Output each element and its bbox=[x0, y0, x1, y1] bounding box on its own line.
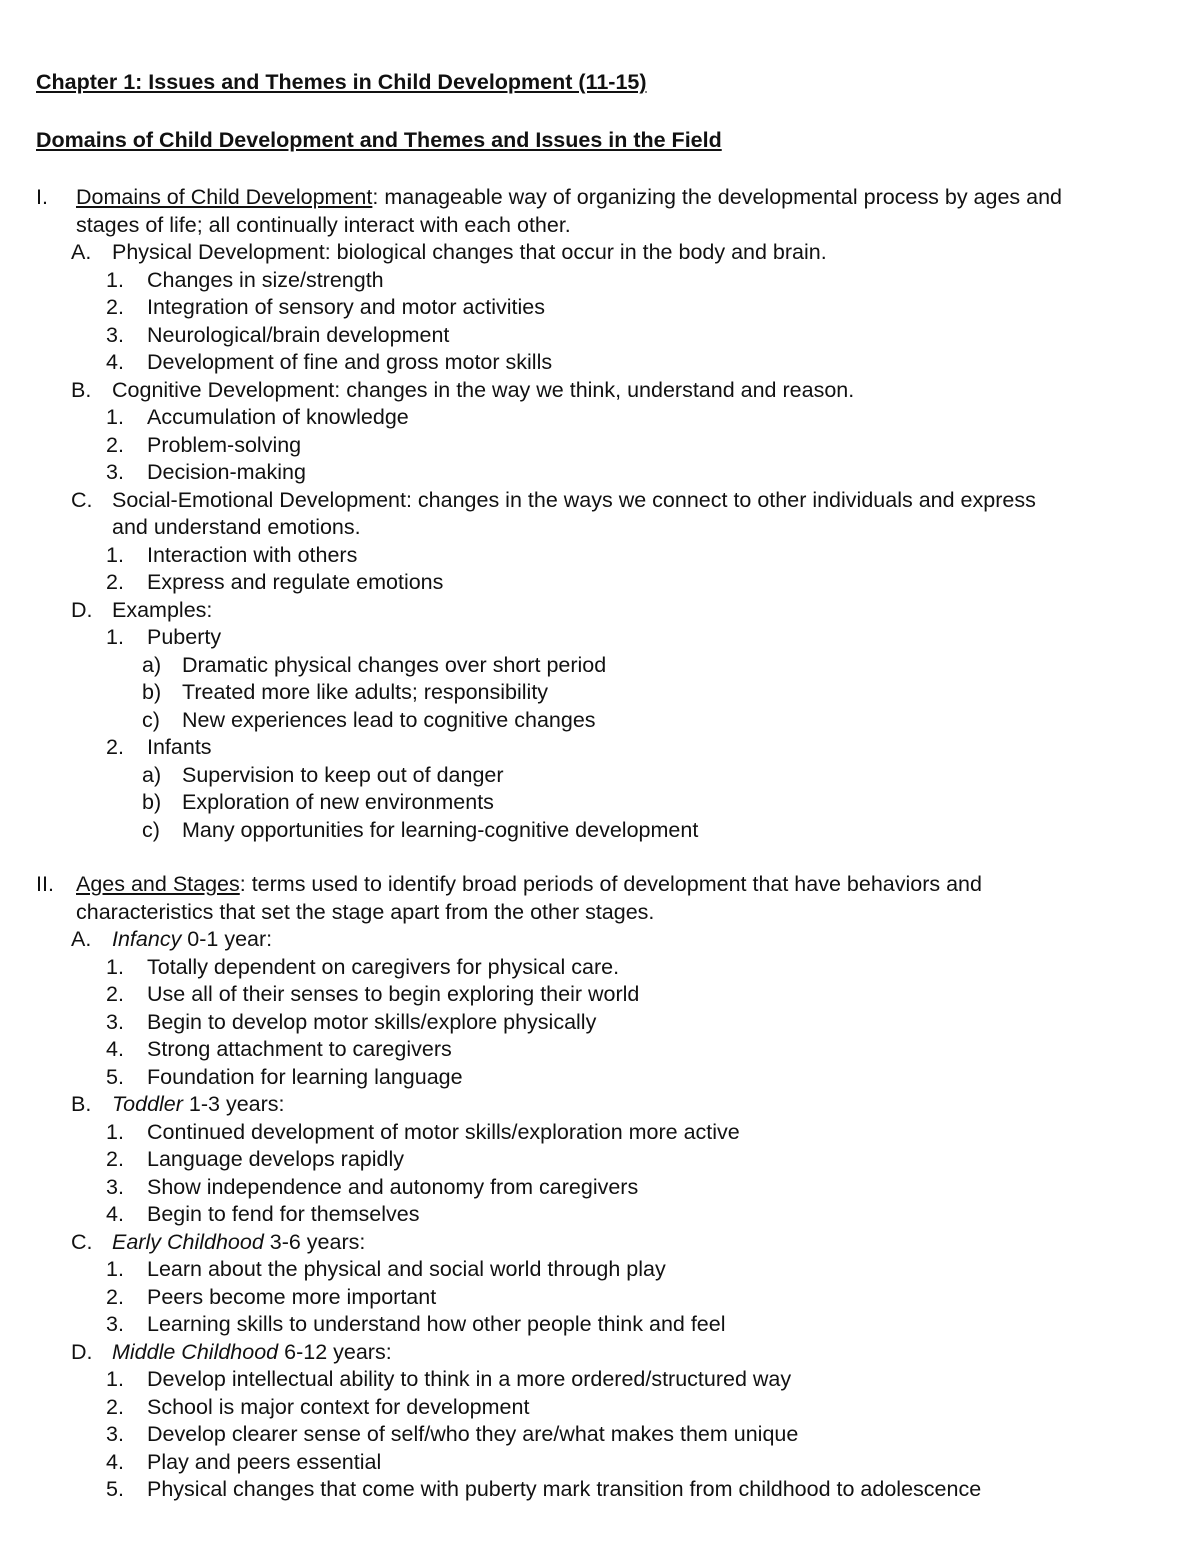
term: Ages and Stages bbox=[76, 872, 240, 896]
list-item-continuation: characteristics that set the stage apart from the other stages. bbox=[76, 899, 655, 924]
list-item: 1. Learn about the physical and social world through play bbox=[106, 1257, 666, 1281]
list-item: 3. Learning skills to understand how other people think and feel bbox=[106, 1312, 726, 1336]
list-item: 2. Express and regulate emotions bbox=[106, 570, 444, 594]
list-item bbox=[0, 871, 1200, 899]
list-item: A. Infancy 0-1 year: bbox=[71, 927, 273, 951]
definition: : manageable way of organizing the developmental process by ages and bbox=[372, 185, 1063, 209]
list-item: a) Dramatic physical changes over short period bbox=[142, 652, 607, 677]
list-item: 2. Infants bbox=[106, 735, 212, 759]
list-item: 4. Development of fine and gross motor skills bbox=[106, 350, 553, 374]
stage-name: Early Childhood bbox=[112, 1229, 264, 1254]
list-item: 2. Use all of their senses to begin exploring their world bbox=[106, 982, 640, 1006]
list-item: c) New experiences lead to cognitive changes bbox=[142, 707, 596, 732]
list-item: 1. Develop intellectual ability to think in a more ordered/structured way bbox=[106, 1367, 792, 1391]
list-item: 3. Begin to develop motor skills/explore physically bbox=[106, 1009, 597, 1034]
list-item: 1. Puberty bbox=[106, 625, 222, 649]
list-item-continuation: stages of life; all continually interact with each other. bbox=[76, 212, 571, 237]
page-title: Chapter 1: Issues and Themes in Child Development (11-15) bbox=[36, 70, 647, 94]
list-item: D. Middle Childhood 6-12 years: bbox=[71, 1339, 392, 1364]
list-item: A. Physical Development: biological changes that occur in the body and brain. bbox=[71, 240, 827, 264]
list-item: 2. Language develops rapidly bbox=[106, 1147, 405, 1171]
list-marker: II. bbox=[36, 872, 54, 896]
list-item: 4. Begin to fend for themselves bbox=[106, 1202, 420, 1226]
list-item: c) Many opportunities for learning-cognitive development bbox=[142, 817, 699, 842]
list-item: 3. Decision-making bbox=[106, 460, 306, 484]
list-item: 1. Interaction with others bbox=[106, 542, 358, 567]
list-item: 1. Totally dependent on caregivers for physical care. bbox=[106, 954, 620, 979]
stage-name: Toddler bbox=[112, 1092, 183, 1116]
list-item: 1. Continued development of motor skills/exploration more active bbox=[106, 1119, 740, 1144]
term: Domains of Child Development bbox=[76, 185, 373, 209]
list-item: 5. Physical changes that come with puberty mark transition from childhood to adolescence bbox=[106, 1477, 982, 1501]
list-item: 4. Strong attachment to caregivers bbox=[106, 1037, 452, 1061]
list-item: a) Supervision to keep out of danger bbox=[142, 762, 504, 787]
list-item: 1. Changes in size/strength bbox=[106, 267, 384, 292]
list-item: 3. Develop clearer sense of self/who they are/what makes them unique bbox=[106, 1422, 799, 1446]
list-item: 2. Problem-solving bbox=[106, 432, 302, 457]
list-item: 4. Play and peers essential bbox=[106, 1449, 382, 1474]
list-item-continuation: and understand emotions. bbox=[112, 515, 361, 539]
section-2-list bbox=[0, 871, 1200, 1504]
list-item: 2. Integration of sensory and motor activities bbox=[106, 295, 545, 319]
list-item: 5. Foundation for learning language bbox=[106, 1064, 463, 1089]
definition: : terms used to identify broad periods of development that have behaviors and bbox=[239, 872, 982, 896]
section-heading: Domains of Child Development and Themes and Issues in the Field bbox=[36, 128, 722, 152]
list-item: b) Exploration of new environments bbox=[142, 790, 494, 814]
list-item: C. Social-Emotional Development: changes in the ways we connect to other individuals and express bbox=[71, 487, 1036, 512]
list-item: 3. Neurological/brain development bbox=[106, 322, 450, 347]
list-item: C. Early Childhood 3-6 years: bbox=[71, 1229, 366, 1254]
list-item: b) Treated more like adults; responsibility bbox=[142, 680, 549, 704]
stage-name: Middle Childhood bbox=[112, 1339, 279, 1364]
list-item: B. Cognitive Development: changes in the way we think, understand and reason. bbox=[71, 377, 855, 402]
list-item: B. Toddler 1-3 years: bbox=[71, 1092, 285, 1116]
stage-name: Infancy bbox=[112, 927, 182, 951]
list-item: 3. Show independence and autonomy from caregivers bbox=[106, 1174, 639, 1199]
list-item: 2. Peers become more important bbox=[106, 1284, 437, 1309]
list-item: 2. School is major context for development bbox=[106, 1394, 530, 1419]
list-marker: I. bbox=[36, 185, 48, 209]
list-item: 1. Accumulation of knowledge bbox=[106, 405, 409, 429]
list-item bbox=[0, 184, 1200, 212]
section-1-list bbox=[0, 184, 1200, 844]
list-item: D. Examples: bbox=[71, 597, 213, 622]
